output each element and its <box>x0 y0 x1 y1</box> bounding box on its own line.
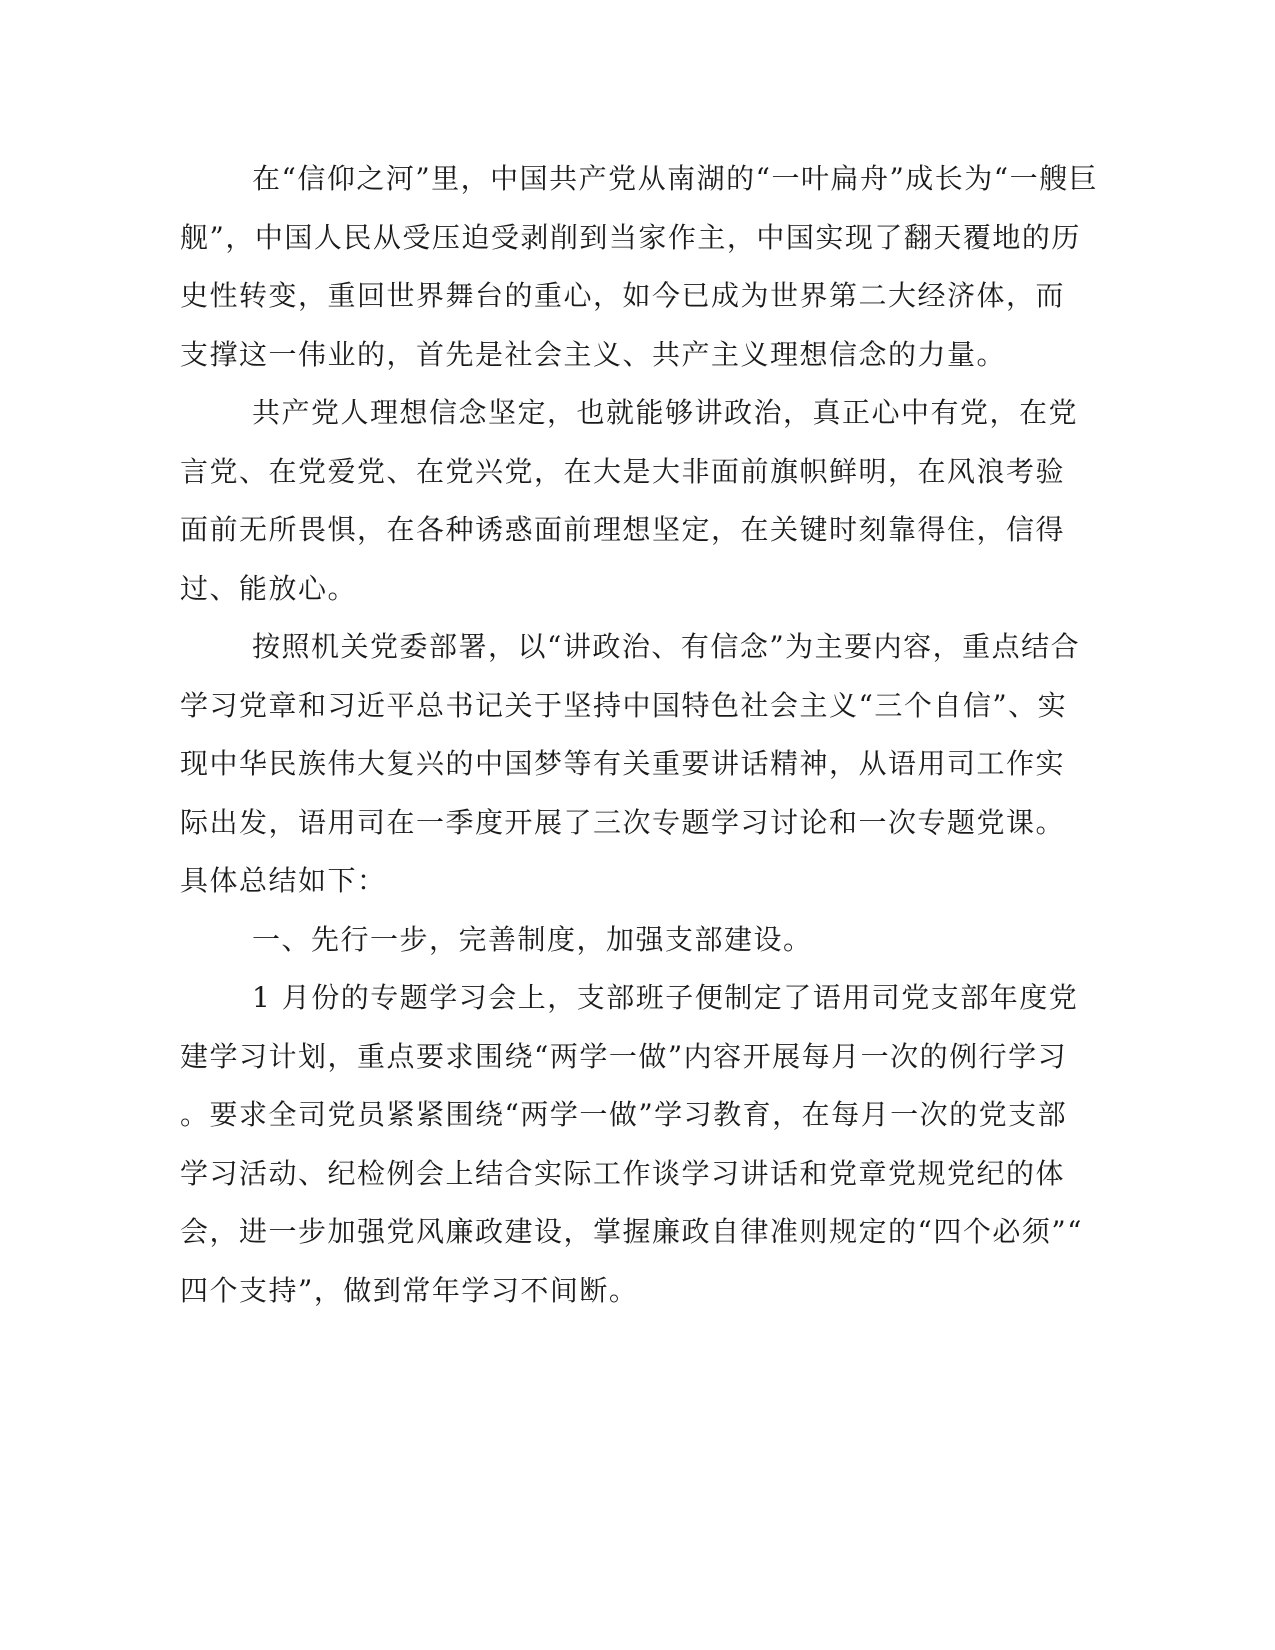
text-line: 建学习计划，重点要求围绕“两学一做”内容开展每月一次的例行学习 <box>180 1039 1068 1073</box>
text-line: 会，进一步加强党风廉政建设，掌握廉政自律准则规定的“四个必须”“ <box>180 1215 1083 1248</box>
text-line: 过、能放心。 <box>180 571 358 605</box>
text-line: 面前无所畏惧，在各种诱惑面前理想坚定，在关键时刻靠得住，信得 <box>180 513 1066 546</box>
text-line: 际出发，语用司在一季度开展了三次专题学习讨论和一次专题党课。 <box>180 805 1066 839</box>
text-line: 。要求全司党员紧紧围绕“两学一做”学习教育，在每月一次的党支部 <box>180 1098 1068 1131</box>
text-line: 具体总结如下： <box>180 864 387 897</box>
document-body <box>180 150 1099 1320</box>
section-heading: 一、先行一步，完善制度，加强支部建设。 <box>252 922 813 956</box>
text-line: 共产党人理想信念坚定，也就能够讲政治，真正心中有党，在党 <box>252 396 1079 429</box>
text-line: 在“信仰之河”里，中国共产党从南湖的“一叶扁舟”成长为“一艘巨 <box>252 162 1099 195</box>
text-line: 四个支持”，做到常年学习不间断。 <box>180 1273 639 1307</box>
text-line: 史性转变，重回世界舞台的重心，如今已成为世界第二大经济体，而 <box>180 279 1066 312</box>
text-line: 学习活动、纪检例会上结合实际工作谈学习讲话和党章党规党纪的体 <box>180 1156 1066 1190</box>
text-line: 学习党章和习近平总书记关于坚持中国特色社会主义“三个自信”、实 <box>180 688 1068 722</box>
text-line: 现中华民族伟大复兴的中国梦等有关重要讲话精神，从语用司工作实 <box>180 747 1066 780</box>
text-line: 舰”，中国人民从受压迫受剥削到当家作主，中国实现了翻天覆地的历 <box>180 220 1081 254</box>
text-line: 1 月份的专题学习会上，支部班子便制定了语用司党支部年度党 <box>252 981 1079 1014</box>
text-line: 言党、在党爱党、在党兴党，在大是大非面前旗帜鲜明，在风浪考验 <box>180 454 1066 488</box>
text-line: 按照机关党委部署，以“讲政治、有信念”为主要内容，重点结合 <box>252 630 1081 663</box>
text-line: 支撑这一伟业的，首先是社会主义、共产主义理想信念的力量。 <box>180 337 1007 371</box>
